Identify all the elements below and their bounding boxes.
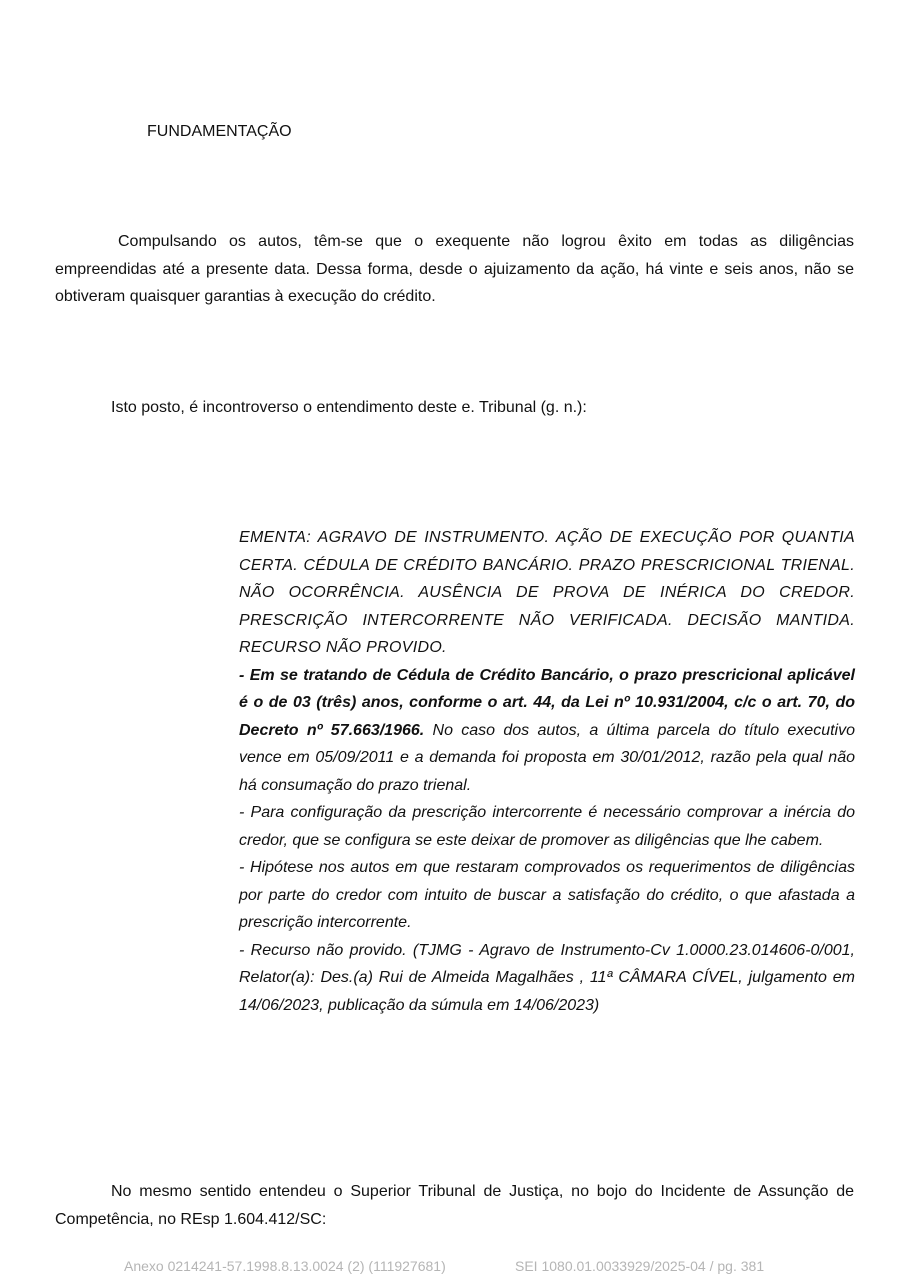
quote-item-1-bold: - Em se tratando de Cédula de Crédito Bancário, o prazo prescricional aplicável é o de 03 (três) anos, conforme o art. 44, da Lei nº 10.931/2004, c/c o art. 70, do Decreto nº 57.663/1966. — [239, 666, 855, 739]
quote-item-4: - Recurso não provido. (TJMG - Agravo de Instrumento-Cv 1.0000.23.014606-0/001, Relator(a): Des.(a) Rui de Almeida Magalhães , 11ª CÂMARA CÍVEL, julgamento em 14/06/2023, publicação da súmula em 14/06/2023) — [239, 941, 855, 1014]
quote-item-2: - Para configuração da prescrição intercorrente é necessário comprovar a inércia do credor, que se configura se este deixar de promover as diligências que lhe cabem. — [239, 804, 855, 849]
section-heading: FUNDAMENTAÇÃO — [147, 123, 292, 140]
paragraph-no-mesmo-sentido: No mesmo sentido entendeu o Superior Tribunal de Justiça, no bojo do Incidente de Assunção de Competência, no REsp 1.604.412/SC: — [55, 1183, 854, 1228]
footer-sei-reference: SEI 1080.01.0033929/2025-04 / pg. 381 — [515, 1258, 765, 1274]
jurisprudence-quote — [239, 524, 855, 1019]
footer-annex: Anexo 0214241-57.1998.8.13.0024 (2) (111927681) — [124, 1258, 446, 1274]
quote-item-1 — [239, 662, 855, 800]
quote-item-3: - Hipótese nos autos em que restaram comprovados os requerimentos de diligências por parte do credor com intuito de buscar a satisfação do crédito, o que afastada a prescrição intercorrente. — [239, 859, 855, 931]
quote-item-1-rest: No caso dos autos, a última parcela do título executivo vence em 05/09/2011 e a demanda foi proposta em 30/01/2012, razão pela qual não há consumação do prazo trienal. — [239, 721, 855, 794]
paragraph-isto-posto: Isto posto, é incontroverso o entendimento deste e. Tribunal (g. n.): — [111, 399, 587, 416]
paragraph-compulsando: Compulsando os autos, têm-se que o exequente não logrou êxito em todas as diligências empreendidas até a presente data. Dessa forma, desde o ajuizamento da ação, há vinte e seis anos, não se obtiveram quaisquer garantias à execução do crédito. — [55, 233, 854, 305]
ementa-text: EMENTA: AGRAVO DE INSTRUMENTO. AÇÃO DE EXECUÇÃO POR QUANTIA CERTA. CÉDULA DE CRÉDITO BANCÁRIO. PRAZO PRESCRICIONAL TRIENAL. NÃO OCORRÊNCIA. AUSÊNCIA DE PROVA DE INÉRICA DO CREDOR. PRESCRIÇÃO INTERCORRENTE NÃO VERIFICADA. DECISÃO MANTIDA. RECURSO NÃO PROVIDO. — [239, 529, 855, 656]
